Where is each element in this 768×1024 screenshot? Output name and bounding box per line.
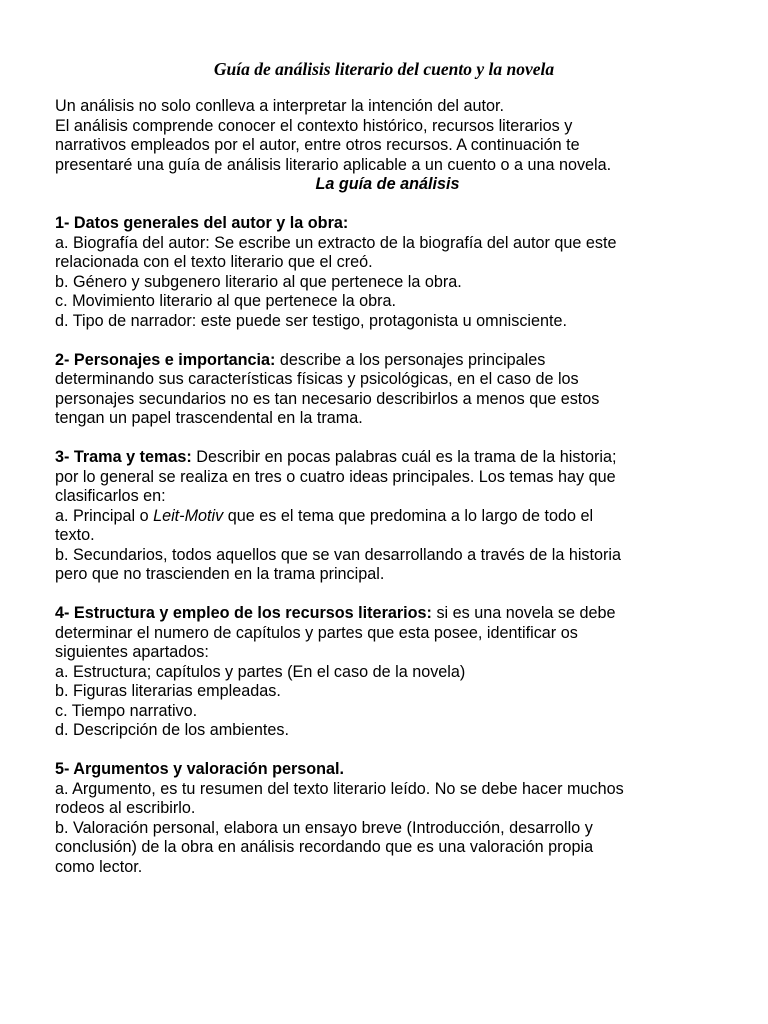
section-4-line: d. Descripción de los ambientes. — [55, 721, 289, 739]
section-3-line: pero que no trascienden en la trama principal. — [55, 565, 385, 583]
section-4-line: a. Estructura; capítulos y partes (En el caso de la novela) — [55, 662, 466, 681]
section-2-line: determinando sus características físicas y psicológicas, en el caso de los — [55, 370, 579, 388]
section-4-line: c. Tiempo narrativo. — [55, 701, 198, 720]
section-1-line: a. Biografía del autor: Se escribe un extracto de la biografía del autor que este — [55, 233, 617, 252]
intro-line: presentaré una guía de análisis literario aplicable a un cuento o a una novela. — [55, 155, 612, 174]
intro-line: Un análisis no solo conlleva a interpretar la intención del autor. — [55, 97, 505, 115]
section-3-heading: 3- Trama y temas: — [55, 448, 192, 466]
section-4-line: determinar el numero de capítulos y partes que esta posee, identificar os — [55, 623, 578, 642]
section-4-line: siguientes apartados: — [55, 643, 209, 661]
section-2-text: describe a los personajes principales — [275, 350, 546, 369]
section-3-line: b. Secundarios, todos aquellos que se van desarrollando a través de la historia — [55, 545, 622, 564]
section-4-line: b. Figuras literarias empleadas. — [55, 682, 281, 700]
section-3-line: por lo general se realiza en tres o cuatro ideas principales. Los temas hay que — [55, 467, 616, 486]
section-5-line: a. Argumento, es tu resumen del texto literario leído. No se debe hacer muchos — [55, 779, 624, 798]
section-1-heading: 1- Datos generales del autor y la obra: — [55, 214, 349, 232]
section-4-first-line — [55, 604, 720, 624]
document-body — [55, 97, 720, 877]
section-3-item-a-pre: a. Principal o — [55, 506, 154, 525]
intro-line: El análisis comprende conocer el contexto histórico, recursos literarios y — [55, 116, 573, 135]
section-1-line: c. Movimiento literario al que pertenece la obra. — [55, 292, 397, 310]
section-5-line: rodeos al escribirlo. — [55, 799, 196, 817]
intro-line: narrativos empleados por el autor, entre otros recursos. A continuación te — [55, 136, 580, 154]
section-3-line: clasificarlos en: — [55, 487, 166, 505]
section-3-text: Describir en pocas palabras cuál es la trama de la historia; — [191, 448, 617, 466]
section-5-heading: 5- Argumentos y valoración personal. — [55, 760, 345, 778]
section-5-line: como lector. — [55, 857, 143, 876]
section-1-line: b. Género y subgenero literario al que pertenece la obra. — [55, 272, 462, 291]
section-4-text: si es una novela se debe — [431, 604, 616, 622]
section-5-line: b. Valoración personal, elabora un ensayo breve (Introducción, desarrollo y — [55, 818, 593, 837]
section-3-item-a-post: que es el tema que predomina a lo largo de todo el — [223, 506, 594, 525]
section-2-line: personajes secundarios no es tan necesario describirlos a menos que estos — [55, 389, 600, 408]
section-4-heading: 4- Estructura y empleo de los recursos literarios: — [55, 604, 432, 622]
document-title: Guía de análisis literario del cuento y la novela — [213, 59, 555, 79]
section-5-line: conclusión) de la obra en análisis recordando que es una valoración propia — [55, 838, 594, 856]
leit-motiv-term: Leit-Motiv — [153, 506, 224, 525]
section-3-item-a — [55, 507, 720, 527]
section-1-line: d. Tipo de narrador: este puede ser testigo, protagonista u omnisciente. — [55, 311, 568, 330]
section-2-line: tengan un papel trascendental en la trama. — [55, 409, 363, 427]
section-1-line: relacionada con el texto literario que el creó. — [55, 253, 373, 271]
section-2-first-line — [55, 351, 720, 371]
section-2-heading: 2- Personajes e importancia: — [55, 350, 276, 369]
guide-subtitle: La guía de análisis — [315, 175, 460, 193]
section-3-first-line — [55, 448, 720, 468]
section-3-line: texto. — [55, 526, 95, 544]
